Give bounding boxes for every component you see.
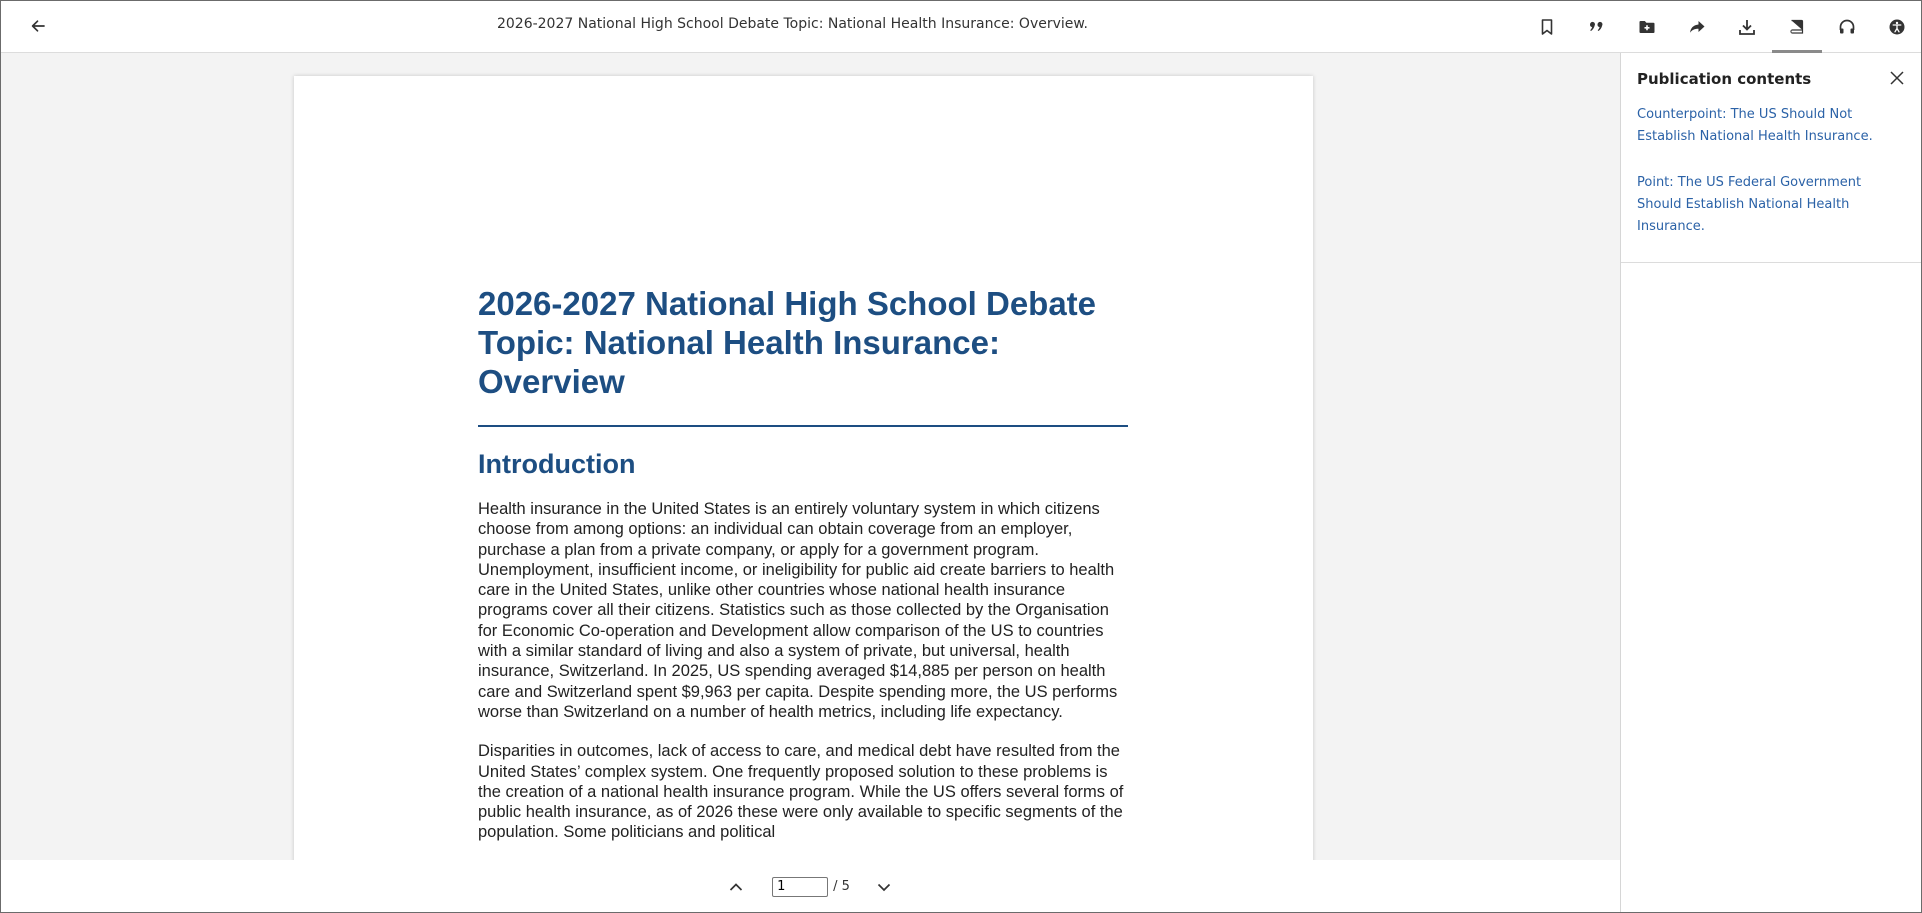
top-toolbar <box>0 0 1922 53</box>
contents-link-counterpoint[interactable]: Counterpoint: The US Should Not Establish National Health Insurance. <box>1637 107 1873 144</box>
add-to-folder-icon <box>1638 18 1656 36</box>
panel-header <box>1621 53 1922 104</box>
page-title: 2026-2027 National High School Debate Topic: National Health Insurance: Overview <box>478 285 1097 400</box>
listen-button[interactable] <box>1822 0 1872 53</box>
document-viewer[interactable] <box>0 53 1620 860</box>
close-icon <box>1889 70 1905 86</box>
title-divider <box>478 425 1128 427</box>
body-paragraph: Health insurance in the United States is an entirely voluntary system in which citizens choose from among options: an individual can obtain coverage from an employer, purchase a plan from a private company, or apply for a government program. Unemployment, insufficient income, or ineligibility for public aid create barriers to health care in the United States, unlike other countries whose national health insurance programs cover all their citizens. Statistics such as those collected by the Organisation for Economic Co-operation and Development allow comparison of the US to countries with a similar standard of living and also a system of private, but universal, health insurance, Switzerland. In 2025, US spending averaged $14,885 per person on health care and Switzerland spent $9,963 per capita. Despite spending more, the US performs worse than Switzerland on a number of health metrics, including life expectancy. <box>478 500 1118 721</box>
next-page-button[interactable] <box>870 873 898 901</box>
page-content <box>478 284 1130 843</box>
download-button[interactable] <box>1722 0 1772 53</box>
publication-contents-icon <box>1788 18 1806 36</box>
share-button[interactable] <box>1672 0 1722 53</box>
contents-list <box>1621 104 1922 263</box>
headphones-icon <box>1838 18 1856 36</box>
page-navigation <box>0 860 1620 913</box>
publication-contents-button[interactable] <box>1772 0 1822 53</box>
publication-contents-panel <box>1620 53 1922 913</box>
page-total: / 5 <box>833 879 850 894</box>
bookmark-icon <box>1538 18 1556 36</box>
panel-title: Publication contents <box>1637 70 1812 88</box>
accessibility-icon <box>1888 18 1906 36</box>
body-paragraph: Disparities in outcomes, lack of access to care, and medical debt have resulted from the United States’ complex system. One frequently proposed solution to these problems is the creation of a national health insurance program. While the US offers several forms of public health insurance, as of 2026 these were only available to specific segments of the population. Some politicians and political <box>478 742 1124 842</box>
chevron-up-icon <box>728 879 744 895</box>
close-panel-button[interactable] <box>1886 67 1908 89</box>
document-page <box>294 76 1313 860</box>
document-title-bar: 2026-2027 National High School Debate Topic: National Health Insurance: Overview. <box>496 16 1089 32</box>
download-icon <box>1738 18 1756 36</box>
chevron-down-icon <box>876 879 892 895</box>
previous-page-button[interactable] <box>722 873 750 901</box>
cite-button[interactable] <box>1572 0 1622 53</box>
contents-link-point[interactable]: Point: The US Federal Government Should Establish National Health Insurance. <box>1637 175 1862 234</box>
bookmark-button[interactable] <box>1522 0 1572 53</box>
add-to-folder-button[interactable] <box>1622 0 1672 53</box>
toolbar-actions <box>1522 0 1922 53</box>
share-icon <box>1688 18 1706 36</box>
page-number-input[interactable] <box>772 877 828 897</box>
accessibility-button[interactable] <box>1872 0 1922 53</box>
section-heading: Introduction <box>478 449 636 479</box>
cite-icon <box>1588 18 1606 36</box>
